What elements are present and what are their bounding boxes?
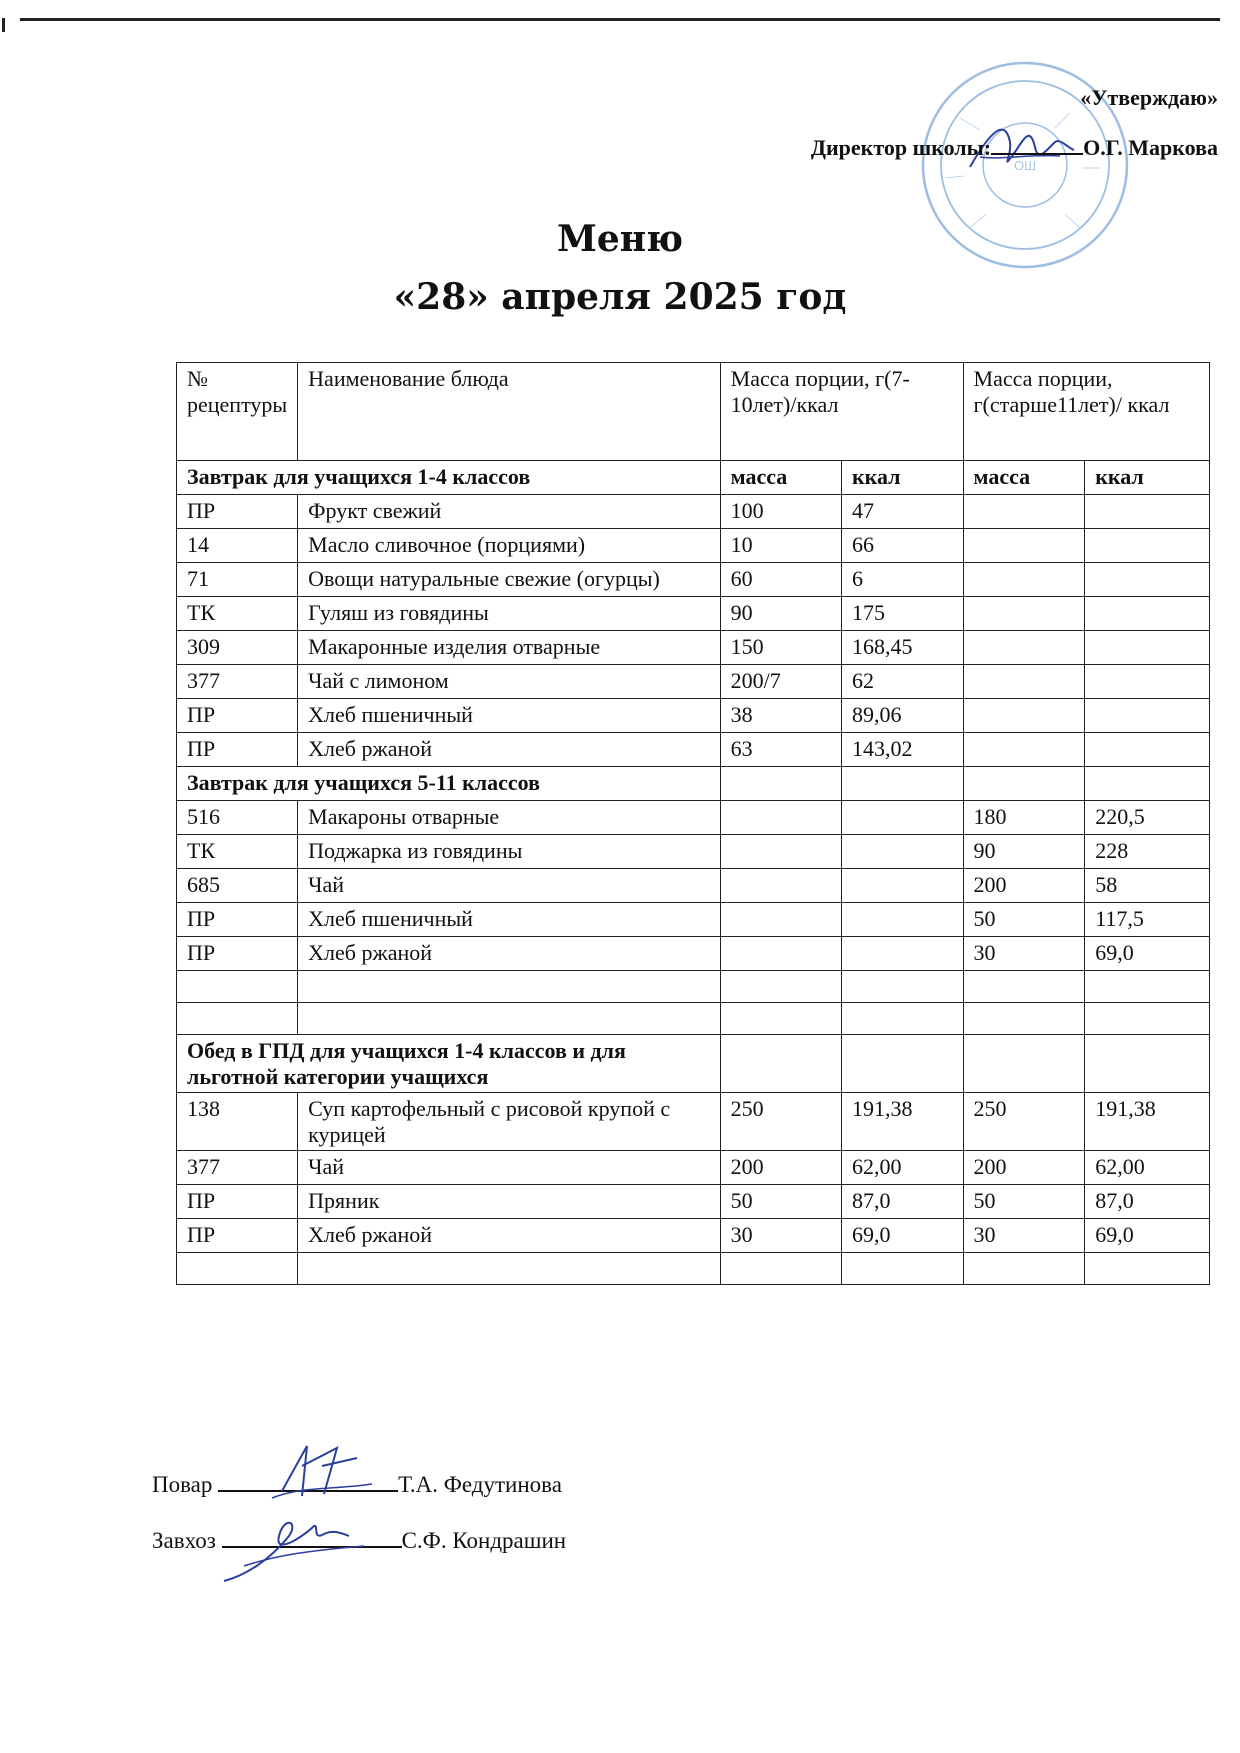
dish-name: Овощи натуральные свежие (огурцы) [298, 563, 721, 597]
dish-row [177, 1151, 1210, 1185]
senior-kcal: 58 [1085, 869, 1210, 903]
senior-mass: 30 [963, 937, 1085, 971]
senior-kcal: 228 [1085, 835, 1210, 869]
recipe-number: 138 [177, 1093, 298, 1151]
junior-kcal: 69,0 [841, 1219, 963, 1253]
senior-kcal [1085, 563, 1210, 597]
dish-row [177, 597, 1210, 631]
recipe-number: 309 [177, 631, 298, 665]
junior-kcal: 175 [841, 597, 963, 631]
recipe-number: ПР [177, 699, 298, 733]
recipe-number: 377 [177, 1151, 298, 1185]
senior-mass [963, 665, 1085, 699]
senior-mass [963, 563, 1085, 597]
junior-kcal: 62 [841, 665, 963, 699]
junior-kcal [841, 937, 963, 971]
director-label: Директор школы: [810, 135, 992, 160]
recipe-number: ПР [177, 903, 298, 937]
dish-row [177, 1093, 1210, 1151]
dish-row [177, 835, 1210, 869]
recipe-number [177, 1003, 298, 1035]
senior-kcal [1085, 529, 1210, 563]
senior-mass: 250 [963, 1093, 1085, 1151]
senior-mass [963, 529, 1085, 563]
recipe-number: 685 [177, 869, 298, 903]
senior-kcal [1085, 665, 1210, 699]
section-header-row [177, 461, 1210, 495]
svg-text:ОШ: ОШ [1013, 158, 1037, 173]
dish-row [177, 563, 1210, 597]
senior-kcal: 69,0 [1085, 937, 1210, 971]
junior-mass [720, 971, 841, 1003]
director-line [811, 135, 1218, 160]
dish-row [177, 869, 1210, 903]
section-title: Завтрак для учащихся 5-11 классов [177, 767, 721, 801]
dish-name: Хлеб пшеничный [298, 903, 721, 937]
dish-row [177, 1219, 1210, 1253]
menu-table [176, 362, 1210, 1285]
header-dish-name: Наименование блюда [298, 363, 721, 461]
section-header-row [177, 767, 1210, 801]
section-empty-cell [963, 767, 1085, 801]
senior-mass: 180 [963, 801, 1085, 835]
dish-name: Хлеб ржаной [298, 1219, 721, 1253]
dish-row [177, 529, 1210, 563]
dish-name: Масло сливочное (порциями) [298, 529, 721, 563]
section-header-row [177, 1035, 1210, 1093]
junior-kcal [841, 1003, 963, 1035]
recipe-number: 377 [177, 665, 298, 699]
cook-label: Повар [152, 1472, 213, 1497]
dish-name [298, 971, 721, 1003]
senior-kcal: 69,0 [1085, 1219, 1210, 1253]
scan-edge-left [2, 18, 5, 32]
senior-mass [963, 971, 1085, 1003]
junior-kcal: 6 [841, 563, 963, 597]
junior-kcal [841, 835, 963, 869]
recipe-number [177, 971, 298, 1003]
senior-kcal [1085, 1253, 1210, 1285]
senior-kcal [1085, 1003, 1210, 1035]
recipe-number: 14 [177, 529, 298, 563]
dish-row [177, 631, 1210, 665]
senior-kcal: 62,00 [1085, 1151, 1210, 1185]
recipe-number: ПР [177, 1219, 298, 1253]
section-empty-cell [1085, 767, 1210, 801]
header-recipe-number: № рецептуры [177, 363, 298, 461]
page-date: «28» апреля 2025 год [393, 276, 847, 318]
section-subheader: ккал [841, 461, 963, 495]
junior-mass: 50 [720, 1185, 841, 1219]
junior-mass: 38 [720, 699, 841, 733]
junior-kcal [841, 903, 963, 937]
dish-name: Макароны отварные [298, 801, 721, 835]
junior-mass: 30 [720, 1219, 841, 1253]
senior-kcal [1085, 495, 1210, 529]
section-subheader: ккал [1085, 461, 1210, 495]
senior-mass: 90 [963, 835, 1085, 869]
junior-mass [720, 937, 841, 971]
junior-kcal: 87,0 [841, 1185, 963, 1219]
senior-mass [963, 631, 1085, 665]
senior-kcal [1085, 597, 1210, 631]
recipe-number: ТК [177, 597, 298, 631]
empty-row [177, 1253, 1210, 1285]
junior-kcal: 143,02 [841, 733, 963, 767]
senior-mass: 50 [963, 1185, 1085, 1219]
senior-mass: 200 [963, 1151, 1085, 1185]
senior-kcal [1085, 631, 1210, 665]
recipe-number: ТК [177, 835, 298, 869]
header-senior-portion: Масса порции, г(старше11лет)/ ккал [963, 363, 1209, 461]
section-empty-cell [841, 1035, 963, 1093]
recipe-number: 516 [177, 801, 298, 835]
supply-name: С.Ф. Кондрашин [401, 1528, 567, 1553]
director-name: О.Г. Маркова [1083, 135, 1218, 160]
dish-row [177, 665, 1210, 699]
senior-mass: 30 [963, 1219, 1085, 1253]
dish-row [177, 733, 1210, 767]
dish-row [177, 903, 1210, 937]
dish-name: Суп картофельный с рисовой крупой с курицей [298, 1093, 721, 1151]
junior-kcal [841, 971, 963, 1003]
dish-row [177, 801, 1210, 835]
junior-mass [720, 801, 841, 835]
dish-name: Макаронные изделия отварные [298, 631, 721, 665]
recipe-number: ПР [177, 1185, 298, 1219]
section-title: Обед в ГПД для учащихся 1-4 классов и для льготной категории учащихся [177, 1035, 721, 1093]
section-subheader: масса [720, 461, 841, 495]
junior-mass: 150 [720, 631, 841, 665]
cook-name: Т.А. Федутинова [398, 1472, 562, 1497]
senior-mass [963, 1253, 1085, 1285]
junior-mass: 60 [720, 563, 841, 597]
senior-mass [963, 733, 1085, 767]
dish-row [177, 1185, 1210, 1219]
recipe-number: ПР [177, 733, 298, 767]
junior-kcal: 168,45 [841, 631, 963, 665]
supply-label: Завхоз [152, 1528, 216, 1553]
senior-kcal: 87,0 [1085, 1185, 1210, 1219]
empty-row [177, 971, 1210, 1003]
approval-block [811, 86, 1218, 160]
senior-mass [963, 1003, 1085, 1035]
supply-signature [214, 1496, 374, 1596]
dish-name: Гуляш из говядины [298, 597, 721, 631]
junior-kcal: 66 [841, 529, 963, 563]
junior-mass [720, 1003, 841, 1035]
senior-mass [963, 597, 1085, 631]
senior-mass [963, 699, 1085, 733]
junior-mass [720, 835, 841, 869]
dish-name: Чай с лимоном [298, 665, 721, 699]
section-empty-cell [1085, 1035, 1210, 1093]
junior-mass: 10 [720, 529, 841, 563]
junior-mass: 200/7 [720, 665, 841, 699]
section-empty-cell [720, 767, 841, 801]
dish-row [177, 495, 1210, 529]
dish-name: Хлеб ржаной [298, 733, 721, 767]
dish-name: Хлеб ржаной [298, 937, 721, 971]
section-subheader: масса [963, 461, 1085, 495]
junior-kcal: 62,00 [841, 1151, 963, 1185]
senior-kcal: 191,38 [1085, 1093, 1210, 1151]
empty-row [177, 1003, 1210, 1035]
senior-kcal [1085, 971, 1210, 1003]
approve-label: «Утверждаю» [1080, 85, 1218, 110]
junior-mass [720, 869, 841, 903]
section-empty-cell [720, 1035, 841, 1093]
dish-row [177, 699, 1210, 733]
junior-kcal: 47 [841, 495, 963, 529]
section-title: Завтрак для учащихся 1-4 классов [177, 461, 721, 495]
senior-kcal [1085, 699, 1210, 733]
senior-kcal: 220,5 [1085, 801, 1210, 835]
dish-name: Чай [298, 869, 721, 903]
menu-table-body [177, 461, 1210, 1285]
dish-name: Поджарка из говядины [298, 835, 721, 869]
section-empty-cell [841, 767, 963, 801]
dish-row [177, 937, 1210, 971]
dish-name [298, 1003, 721, 1035]
dish-name: Чай [298, 1151, 721, 1185]
recipe-number: 71 [177, 563, 298, 597]
dish-name: Хлеб пшеничный [298, 699, 721, 733]
junior-kcal: 89,06 [841, 699, 963, 733]
senior-mass: 200 [963, 869, 1085, 903]
scan-edge-top [20, 18, 1220, 21]
dish-name: Фрукт свежий [298, 495, 721, 529]
senior-mass: 50 [963, 903, 1085, 937]
senior-mass [963, 495, 1085, 529]
junior-kcal [841, 1253, 963, 1285]
junior-mass: 200 [720, 1151, 841, 1185]
junior-mass: 250 [720, 1093, 841, 1151]
table-header-row [177, 363, 1210, 461]
dish-name: Пряник [298, 1185, 721, 1219]
junior-mass: 90 [720, 597, 841, 631]
junior-kcal [841, 801, 963, 835]
section-empty-cell [963, 1035, 1085, 1093]
junior-mass [720, 903, 841, 937]
header-junior-portion: Масса порции, г(7-10лет)/ккал [720, 363, 963, 461]
recipe-number: ПР [177, 495, 298, 529]
senior-kcal [1085, 733, 1210, 767]
recipe-number [177, 1253, 298, 1285]
page-title: Меню [556, 218, 684, 260]
junior-kcal: 191,38 [841, 1093, 963, 1151]
junior-mass: 100 [720, 495, 841, 529]
senior-kcal: 117,5 [1085, 903, 1210, 937]
dish-name [298, 1253, 721, 1285]
junior-mass [720, 1253, 841, 1285]
director-signature-line [991, 135, 1083, 155]
junior-kcal [841, 869, 963, 903]
recipe-number: ПР [177, 937, 298, 971]
junior-mass: 63 [720, 733, 841, 767]
